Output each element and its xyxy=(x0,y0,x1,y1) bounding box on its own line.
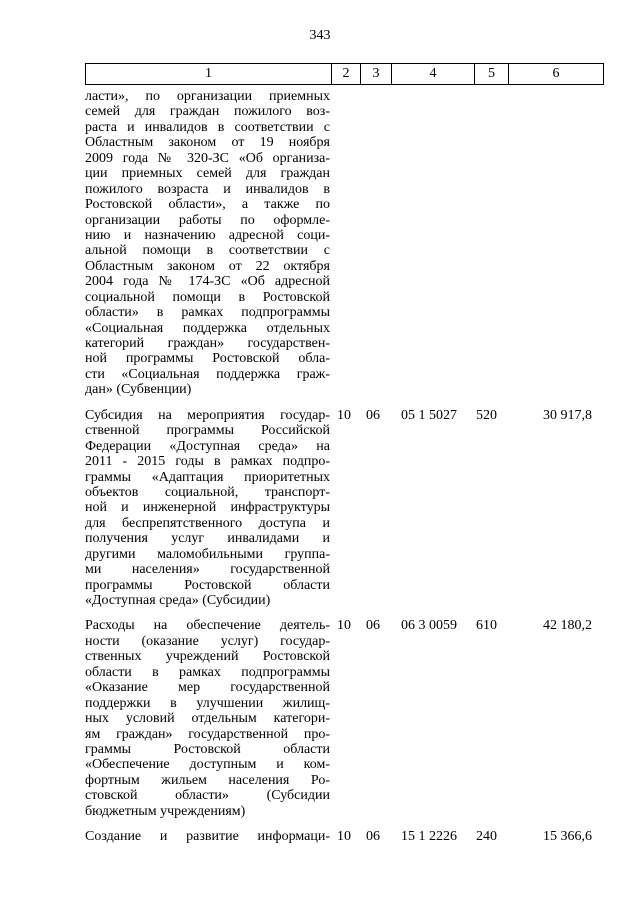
description-line: фортным жильем населения Ро- xyxy=(85,772,330,788)
description-line: ям граждан» государственной про- xyxy=(85,726,330,742)
row-subsection-code: 06 xyxy=(366,407,380,423)
description-line: пожилого возраста и инвалидов в xyxy=(85,181,330,197)
table-row xyxy=(85,89,598,398)
column-header-4: 4 xyxy=(392,64,475,85)
description-line: бюджетным учреждениям) xyxy=(85,803,246,819)
row-section-code: 10 xyxy=(337,829,351,845)
description-line: семей для граждан пожилого воз- xyxy=(85,104,330,120)
row-spacer-cell xyxy=(85,819,598,829)
description-line: программы Ростовской области xyxy=(85,577,330,593)
description-line: 2004 года № 174-ЗС «Об адресной xyxy=(85,274,330,290)
row-target-article: 15 1 2226 xyxy=(401,829,457,845)
description-line: области в рамках подпрограммы xyxy=(85,664,330,680)
table-row xyxy=(85,829,598,844)
row-expense-type: 610 xyxy=(476,618,497,634)
column-header-table xyxy=(85,63,604,85)
row-spacer-cell xyxy=(85,398,598,408)
row-description xyxy=(85,618,330,819)
description-line: категорий граждан» государствен- xyxy=(85,336,330,351)
description-line: ственных учреждений Ростовской xyxy=(85,649,330,665)
row-spacer xyxy=(85,398,598,408)
table-row xyxy=(85,618,598,819)
column-header-5: 5 xyxy=(475,64,509,85)
row-section-code xyxy=(330,89,358,398)
row-target-article xyxy=(388,89,470,398)
description-line: «Оказание мер государственной xyxy=(85,680,330,696)
description-line: альной помощи в соответствии с xyxy=(85,243,330,259)
page-number: 343 xyxy=(309,28,331,43)
description-line: ной программы Ростовской обла- xyxy=(85,351,330,367)
description-line: ственной программы Российской xyxy=(85,423,330,439)
description-line: области» в рамках подпрограммы xyxy=(85,305,330,321)
description-line: 2009 года № 320-ЗС «Об организа- xyxy=(85,150,330,166)
description-line: Федерации «Доступная среда» на xyxy=(85,438,330,454)
description-line: для беспрепятственного доступа и xyxy=(85,515,330,531)
column-header-1: 1 xyxy=(86,64,332,85)
row-target-article: 06 3 0059 xyxy=(401,618,457,634)
description-line: Областным законом от 19 ноября xyxy=(85,135,330,151)
budget-table-body xyxy=(85,89,598,845)
description-line: объектов социальной, транспорт- xyxy=(85,484,330,500)
row-description xyxy=(85,89,330,398)
description-line: раста и инвалидов в соответствии с xyxy=(85,119,330,135)
description-line: ции приемных семей для граждан xyxy=(85,166,330,182)
description-line: организации работы по оформле- xyxy=(85,212,330,228)
description-line: Областным законом от 22 октября xyxy=(85,258,330,274)
budget-table xyxy=(85,89,598,845)
row-section-code: 10 xyxy=(337,618,351,634)
column-header-2: 2 xyxy=(332,64,361,85)
description-line: сти «Социальная поддержка граж- xyxy=(85,366,330,382)
row-expense-type: 520 xyxy=(476,407,497,423)
description-line: дан» (Субвенции) xyxy=(85,382,192,398)
description-line: Расходы на обеспечение деятель- xyxy=(85,618,330,634)
table-row xyxy=(85,408,598,609)
description-line: «Социальная поддержка отдельных xyxy=(85,320,330,336)
description-line: поддержки в улучшении жилищ- xyxy=(85,695,330,711)
description-line: другими маломобильными группа- xyxy=(85,546,330,562)
description-line: Создание и развитие информаци- xyxy=(85,829,330,845)
description-line: ласти», по организации приемных xyxy=(85,89,330,104)
description-line: граммы «Адаптация приоритетных xyxy=(85,469,330,485)
row-amount: 30 917,8 xyxy=(543,407,592,423)
description-line: стовской области» (Субсидии xyxy=(85,788,330,804)
row-amount: 42 180,2 xyxy=(543,618,592,634)
column-header-3: 3 xyxy=(361,64,392,85)
row-description xyxy=(85,408,330,609)
row-expense-type xyxy=(470,89,503,398)
description-line: 2011 - 2015 годы в рамках подпро- xyxy=(85,454,330,470)
row-subsection-code: 06 xyxy=(366,618,380,634)
description-line: ных условий отдельным категори- xyxy=(85,711,330,727)
row-description xyxy=(85,829,330,844)
row-spacer xyxy=(85,819,598,829)
description-line: ми населения» государственной xyxy=(85,562,330,578)
description-line: граммы Ростовской области xyxy=(85,741,330,757)
row-subsection-code xyxy=(358,89,388,398)
row-target-article: 05 1 5027 xyxy=(401,407,457,423)
description-line: Субсидия на мероприятия государ- xyxy=(85,407,330,423)
row-amount xyxy=(503,89,598,398)
description-line: ности (оказание услуг) государ- xyxy=(85,633,330,649)
row-amount: 15 366,6 xyxy=(543,829,592,845)
description-line: Ростовской области», а также по xyxy=(85,197,330,213)
row-expense-type: 240 xyxy=(476,829,497,845)
row-section-code: 10 xyxy=(337,407,351,423)
description-line: нию и назначению адресной соци- xyxy=(85,227,330,243)
column-header-6: 6 xyxy=(509,64,604,85)
column-header-row xyxy=(86,64,604,85)
description-line: «Обеспечение доступным и ком- xyxy=(85,757,330,773)
row-spacer xyxy=(85,608,598,618)
description-line: ной и инженерной инфраструктуры xyxy=(85,500,330,516)
description-line: социальной помощи в Ростовской xyxy=(85,289,330,305)
description-line: получения услуг инвалидами и xyxy=(85,531,330,547)
row-spacer-cell xyxy=(85,608,598,618)
description-line: «Доступная среда» (Субсидии) xyxy=(85,593,271,608)
row-subsection-code: 06 xyxy=(366,829,380,845)
